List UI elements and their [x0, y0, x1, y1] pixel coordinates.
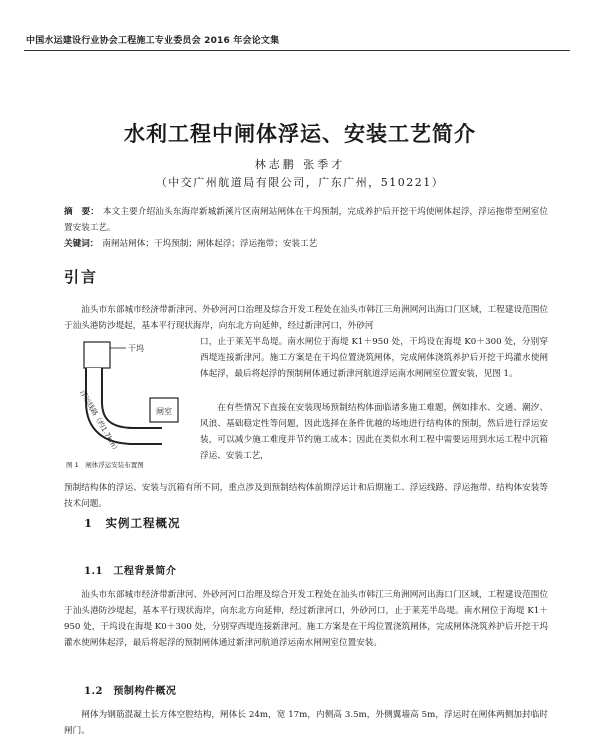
header-divider	[24, 50, 570, 51]
section-1-heading: 1 实例工程概况	[84, 516, 181, 530]
affiliation: （中交广州航道局有限公司，广东广州，510221）	[155, 176, 445, 189]
intro-heading: 引言	[64, 268, 99, 286]
section-1-2-text: 闸体为钢筋混凝土长方体空腔结构，闸体长 24m，宽 17m，内侧高 3.5m，外侧翼墙高 5m，浮运时在闸体两侧加封临时闸门。	[64, 710, 548, 736]
dry-dock-box	[84, 342, 110, 368]
intro-paragraph-4: 预制结构体的浮运、安装与沉箱有所不同，重点涉及到预制结构体前期浮运计和后期施工、浮运线路、浮运拖带、结构体安装等技术问题。	[64, 483, 548, 509]
paper-title: 水利工程中闸体浮运、安装工艺简介	[124, 121, 476, 146]
intro-p3-text: 在有些情况下直接在安装现场预制结构体面临诸多施工难题，例如排水、交通、潮汐、风浪、基础稳定性等问题，因此选择在条件优越的场地进行结构体的预制，然后进行浮运安装，可以减少施工难度并节约施工成本；因此在类似水利工程中需要运用到水运工程中沉箱浮运、安装工艺，	[200, 403, 548, 461]
intro-p1-text: 汕头市东部城市经济带新津河、外砂河河口治理及综合开发工程处在汕头市韩江三角洲网河出海口门区域，工程建设范围位于汕头港防沙堤起，基本平行现状海岸，向东北方向延伸，经过新津河口，外砂河	[64, 305, 548, 331]
figure-1	[64, 336, 196, 456]
abstract	[64, 204, 548, 236]
keywords	[64, 236, 548, 252]
section-1-1-text: 汕头市东部城市经济带新津河、外砂河河口治理及综合开发工程处在汕头市韩江三角洲网河出海口门区域，工程建设范围位于汕头港防沙堤起，基本平行现状海岸，向东北方向延伸，经过新津河口，外砂河口，止于莱芜半岛堤。南水闸位于海堤 K1＋950 处，干坞设在海堤 K0＋300 处，分别穿西堤连接新津河。施工方案是在干坞位置浇筑闸体，完成闸体浇筑养护后开挖干坞灌水使闸体起浮，最后将起浮的预制闸体通过新津河航道浮运南水闸闸室位置安装。	[64, 590, 548, 648]
authors: 林志鹏 张季才	[254, 158, 346, 171]
keywords-label: 关键词：	[64, 239, 99, 249]
section-1-2-paragraph	[64, 707, 548, 739]
running-header: 中国水运建设行业协会工程施工专业委员会 2016 年会论文集	[26, 36, 280, 46]
abstract-text: 本文主要介绍汕头东海岸新城新溪片区南闸站闸体在干坞预制，完成养护后开挖干坞使闸体起浮，浮运拖带至闸室位置安装工艺。	[64, 207, 548, 233]
intro-paragraph-2: 口，止于莱芜半岛堤。南水闸位于海堤 K1＋950 处，干坞设在海堤 K0＋300 处，分别穿西堤连接新津河。施工方案是在干坞位置浇筑闸体，完成闸体浇筑养护后开挖干坞灌水使闸体起浮，最后将起浮的预制闸体通过新津河航道浮运南水闸闸室位置安装，见图 1。	[200, 337, 548, 379]
section-1-2-heading: 1.2 预制构件概况	[84, 686, 177, 697]
section-1-1-heading: 1.1 工程背景简介	[84, 566, 177, 577]
label-route: 浮运线路（约1.7km）	[78, 389, 121, 455]
section-1-1-paragraph	[64, 587, 548, 651]
abstract-label: 摘 要：	[64, 207, 99, 217]
intro-paragraph-3	[200, 400, 548, 464]
label-gate-chamber: 闸室	[156, 407, 172, 416]
intro-paragraph-1	[64, 302, 548, 334]
figure-1-drawing	[64, 336, 196, 456]
label-dry-dock: 干坞	[128, 344, 144, 353]
figure-1-caption: 图 1 闸体浮运安装布置图	[66, 461, 144, 469]
keywords-text: 南闸站闸体；干坞预制；闸体起浮；浮运拖带；安装工艺	[102, 239, 318, 249]
